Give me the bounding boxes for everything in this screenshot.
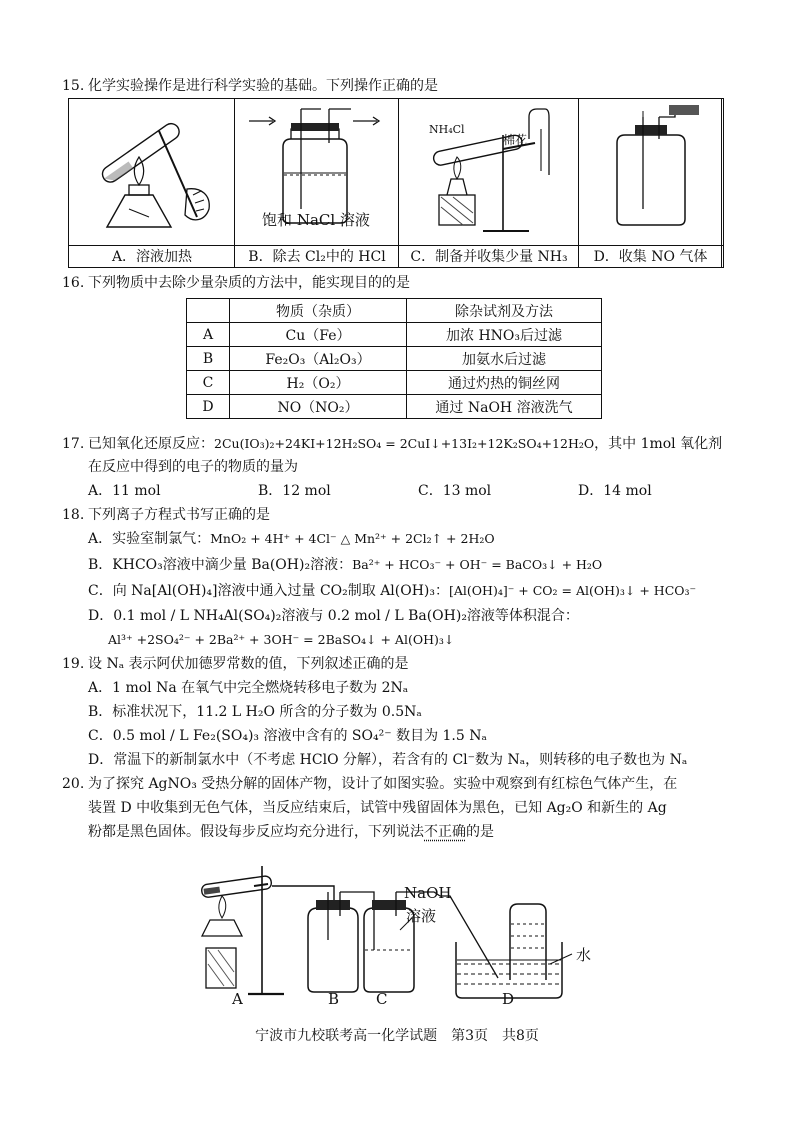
emphasis-text: 不正确 [424,824,466,840]
caption-a: A．溶液加热 [111,249,193,265]
page-footer: 宁波市九校联考高一化学试题 第3页 共8页 [255,1028,539,1044]
stem-text: 粉都是黑色固体。假设每步反应均充分进行，下列说法 [88,824,424,840]
table-row [187,323,602,347]
heating-test-tube-drawing [69,99,233,245]
label-c: C [376,990,388,1008]
table-cell: NO（NO₂） [230,395,407,419]
question-stem: 已知氧化还原反应： [88,436,214,452]
option-b: B．标准状况下，11.2 L H₂O 所含的分子数为 0.5Nₐ [88,704,422,720]
question-19 [62,653,409,675]
ionic-equation: MnO₂ + 4H⁺ + 4Cl⁻ △ Mn²⁺ + 2Cl₂↑ + 2H₂O [210,531,495,546]
question-stem: 下列离子方程式书写正确的是 [88,507,270,523]
option-a: A．11 mol [88,483,161,499]
question-18 [62,504,270,526]
caption-d: D．收集 NO 气体 [593,249,708,265]
table-header: 除杂试剂及方法 [407,299,602,323]
table-cell: B [187,347,230,371]
question-number: 16. [62,275,85,291]
question-15 [62,75,742,97]
solution-label: 溶液 [406,907,437,925]
option-b: B．12 mol [258,483,331,499]
question-stem: 下列物质中去除少量杂质的方法中，能实现目的的是 [88,275,410,291]
question-number: 15. [62,78,85,94]
option-text: A．实验室制氯气： [88,531,211,547]
table-row [187,347,602,371]
redox-equation: 2Cu(IO₃)₂+24KI+12H₂SO₄ = 2CuI↓+13I₂+12K₂SO₄+12H₂O [214,436,595,451]
label-d: D [502,990,515,1008]
question-stem-cont: ，其中 1mol 氧化剂 [594,436,723,452]
table-header-row [187,299,602,323]
table-cell: C [187,371,230,395]
impurity-table [186,298,602,419]
table-cell: 加氨水后过滤 [407,347,602,371]
table-row [187,395,602,419]
figure-c-cotton-label: 棉花 [503,133,528,147]
ammonia-apparatus-drawing [399,99,577,245]
question-20 [62,773,677,795]
question-17 [62,433,722,455]
question-20-line3 [88,821,494,843]
table-cell: 通过 NaOH 溶液洗气 [407,395,602,419]
question-17-line2: 在反应中得到的电子的物质的量为 [88,459,298,475]
option-c [88,580,696,602]
question-stem-line1: 为了探究 AgNO₃ 受热分解的固体产物，设计了如图实验。实验中观察到有红棕色气体产生，在 [88,776,678,792]
stem-text: 的是 [466,824,494,840]
figure-b-gas-washing [235,99,399,267]
option-d: D．常温下的新制氯水中（不考虑 HClO 分解），若含有的 Cl⁻数为 Nₐ，则转移的电子数也为 Nₐ [88,752,688,768]
figure-d-collect-no [579,99,722,267]
apparatus-a [201,866,334,994]
question-20-line2: 装置 D 中收集到无色气体，当反应结束后，试管中残留固体为黑色，已知 Ag₂O 和新生的 Ag [88,800,667,816]
option-b [88,554,602,576]
table-header [187,299,230,323]
option-d: D．14 mol [578,483,652,499]
question-stem: 设 Nₐ 表示阿伏加德罗常数的值，下列叙述正确的是 [88,656,409,672]
q15-figure-table [68,98,724,268]
naoh-label: NaOH [404,884,452,902]
question-number: 20. [62,776,85,792]
option-text: B．KHCO₃溶液中滴少量 Ba(OH)₂溶液： [88,557,353,573]
figure-a-heating [69,99,235,267]
agno3-apparatus-figure [188,860,608,1010]
table-cell: Fe₂O₃（Al₂O₃） [230,347,407,371]
table-cell: D [187,395,230,419]
ionic-equation: [Al(OH)₄]⁻ + CO₂ = Al(OH)₃↓ + HCO₃⁻ [449,583,697,598]
apparatus-d [440,896,572,998]
ionic-equation: Ba²⁺ + HCO₃⁻ + OH⁻ = BaCO₃↓ + H₂O [352,557,603,572]
caption-c: C．制备并收集少量 NH₃ [410,249,568,265]
table-cell: Cu（Fe） [230,323,407,347]
table-row [187,371,602,395]
option-text: C．向 Na[Al(OH)₄]溶液中通入过量 CO₂制取 Al(OH)₃： [88,583,450,599]
option-c: C．0.5 mol / L Fe₂(SO₄)₃ 溶液中含有的 SO₄²⁻ 数目为 1.5 Nₐ [88,728,487,744]
figure-c-ammonia [399,99,579,267]
question-16 [62,272,742,294]
table-cell: 通过灼热的铜丝网 [407,371,602,395]
question-stem: 化学实验操作是进行科学实验的基础。下列操作正确的是 [88,78,438,94]
question-number: 18. [62,507,85,523]
table-header: 物质（杂质） [230,299,407,323]
table-cell: H₂（O₂） [230,371,407,395]
option-a [88,528,495,550]
gas-collection-bottle-drawing [579,99,722,245]
table-cell: 加浓 HNO₃后过滤 [407,323,602,347]
option-a: A．1 mol Na 在氧气中完全燃烧转移电子数为 2Nₐ [88,680,409,696]
option-d-equation: Al³⁺ +2SO₄²⁻ + 2Ba²⁺ + 3OH⁻ = 2BaSO₄↓ + Al(OH)₃↓ [108,632,455,647]
option-d: D．0.1 mol / L NH₄Al(SO₄)₂溶液与 0.2 mol / L Ba(OH)₂溶液等体积混合： [88,608,579,624]
table-cell: A [187,323,230,347]
question-number: 17. [62,436,85,452]
option-c: C．13 mol [418,483,492,499]
label-a: A [232,990,243,1008]
caption-b: B．除去 Cl₂中的 HCl [248,249,386,265]
question-number: 19. [62,656,85,672]
label-b: B [328,990,340,1008]
figure-c-reagent-label: NH₄Cl [429,123,465,136]
water-label: 水 [576,946,592,964]
figure-b-solution-label: 饱和 NaCl 溶液 [262,211,370,229]
